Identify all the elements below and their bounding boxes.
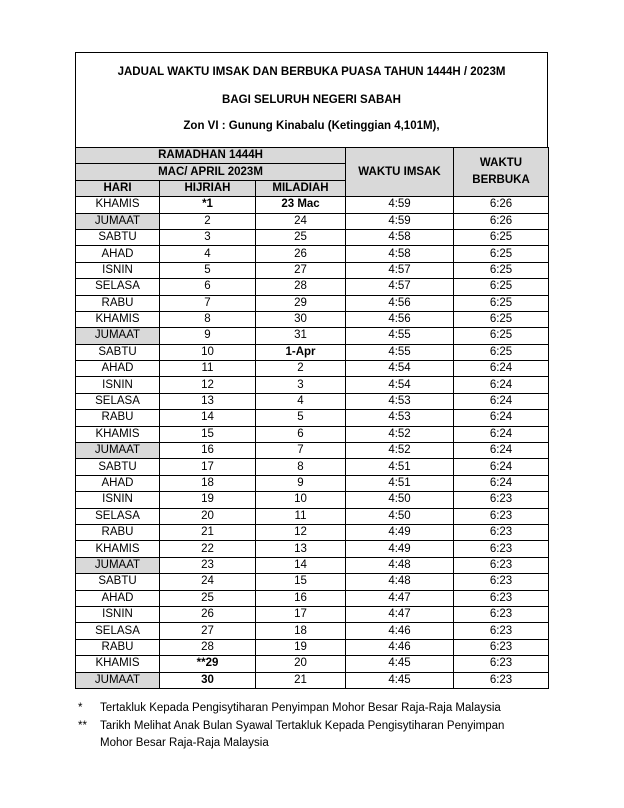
cell-imsak: 4:50 <box>346 492 454 508</box>
cell-hijriah: 26 <box>160 606 256 622</box>
cell-miladiah: 16 <box>256 590 346 606</box>
cell-hijriah: 4 <box>160 246 256 262</box>
cell-miladiah: 11 <box>256 508 346 524</box>
cell-miladiah: 9 <box>256 475 346 491</box>
cell-berbuka: 6:24 <box>454 361 549 377</box>
cell-hari: KHAMIS <box>76 656 160 672</box>
cell-berbuka: 6:23 <box>454 639 549 655</box>
table-row <box>76 361 549 377</box>
cell-imsak: 4:47 <box>346 606 454 622</box>
cell-berbuka: 6:24 <box>454 459 549 475</box>
footnotes <box>78 700 558 753</box>
cell-hijriah: 23 <box>160 557 256 573</box>
cell-imsak: 4:48 <box>346 574 454 590</box>
cell-hari: SABTU <box>76 344 160 360</box>
cell-miladiah: 1-Apr <box>256 344 346 360</box>
cell-imsak: 4:53 <box>346 393 454 409</box>
cell-berbuka: 6:26 <box>454 197 549 213</box>
cell-imsak: 4:58 <box>346 229 454 245</box>
header-ramadhan: RAMADHAN 1444H <box>76 148 346 164</box>
cell-hijriah: 3 <box>160 229 256 245</box>
cell-berbuka: 6:25 <box>454 262 549 278</box>
table-row <box>76 623 549 639</box>
cell-miladiah: 12 <box>256 524 346 540</box>
cell-berbuka: 6:24 <box>454 475 549 491</box>
header-waktu-imsak: WAKTU IMSAK <box>346 148 454 197</box>
cell-miladiah: 25 <box>256 229 346 245</box>
cell-miladiah: 30 <box>256 311 346 327</box>
cell-hari: SELASA <box>76 623 160 639</box>
cell-hijriah: 6 <box>160 279 256 295</box>
cell-berbuka: 6:23 <box>454 492 549 508</box>
cell-miladiah: 4 <box>256 393 346 409</box>
document-subtitle: BAGI SELURUH NEGERI SABAH <box>222 94 401 106</box>
footnote-text: Tertakluk Kepada Pengisytiharan Penyimpan Mohor Besar Raja-Raja Malaysia <box>100 702 501 714</box>
cell-hijriah: 17 <box>160 459 256 475</box>
footnote <box>78 718 558 753</box>
cell-miladiah: 15 <box>256 574 346 590</box>
cell-berbuka: 6:23 <box>454 508 549 524</box>
cell-imsak: 4:52 <box>346 443 454 459</box>
table-row <box>76 557 549 573</box>
table-row <box>76 311 549 327</box>
cell-hijriah: 9 <box>160 328 256 344</box>
cell-hijriah: 21 <box>160 524 256 540</box>
table-row <box>76 639 549 655</box>
cell-hari: RABU <box>76 410 160 426</box>
cell-hijriah: 27 <box>160 623 256 639</box>
header-waktu-berbuka: WAKTU BERBUKA <box>454 148 549 197</box>
cell-hari: JUMAAT <box>76 213 160 229</box>
cell-hari: KHAMIS <box>76 311 160 327</box>
cell-berbuka: 6:23 <box>454 623 549 639</box>
cell-miladiah: 18 <box>256 623 346 639</box>
cell-hijriah: 8 <box>160 311 256 327</box>
cell-imsak: 4:51 <box>346 475 454 491</box>
cell-imsak: 4:55 <box>346 328 454 344</box>
table-row <box>76 574 549 590</box>
cell-hari: SELASA <box>76 508 160 524</box>
cell-imsak: 4:59 <box>346 213 454 229</box>
cell-hijriah: 25 <box>160 590 256 606</box>
cell-hijriah: *1 <box>160 197 256 213</box>
cell-imsak: 4:54 <box>346 361 454 377</box>
table-row <box>76 262 549 278</box>
cell-hari: KHAMIS <box>76 541 160 557</box>
cell-miladiah: 8 <box>256 459 346 475</box>
cell-hari: KHAMIS <box>76 197 160 213</box>
table-row <box>76 508 549 524</box>
cell-imsak: 4:51 <box>346 459 454 475</box>
cell-imsak: 4:48 <box>346 557 454 573</box>
table-row <box>76 197 549 213</box>
cell-imsak: 4:55 <box>346 344 454 360</box>
table-row <box>76 492 549 508</box>
table-row <box>76 344 549 360</box>
cell-imsak: 4:56 <box>346 311 454 327</box>
cell-hijriah: 14 <box>160 410 256 426</box>
table-row <box>76 213 549 229</box>
table-row <box>76 459 549 475</box>
cell-hari: ISNIN <box>76 492 160 508</box>
cell-hijriah: 13 <box>160 393 256 409</box>
cell-miladiah: 29 <box>256 295 346 311</box>
cell-hijriah: 10 <box>160 344 256 360</box>
cell-imsak: 4:45 <box>346 656 454 672</box>
table-row <box>76 295 549 311</box>
cell-hijriah: 22 <box>160 541 256 557</box>
cell-imsak: 4:53 <box>346 410 454 426</box>
cell-berbuka: 6:24 <box>454 410 549 426</box>
cell-imsak: 4:46 <box>346 639 454 655</box>
cell-imsak: 4:57 <box>346 262 454 278</box>
cell-miladiah: 28 <box>256 279 346 295</box>
cell-hari: JUMAAT <box>76 557 160 573</box>
schedule-table <box>75 147 549 689</box>
cell-miladiah: 6 <box>256 426 346 442</box>
cell-hijriah: 16 <box>160 443 256 459</box>
cell-berbuka: 6:23 <box>454 656 549 672</box>
cell-miladiah: 17 <box>256 606 346 622</box>
table-row <box>76 475 549 491</box>
table-row <box>76 524 549 540</box>
header-hijriah: HIJRIAH <box>160 180 256 196</box>
cell-hijriah: 7 <box>160 295 256 311</box>
cell-hari: SABTU <box>76 574 160 590</box>
cell-hari: SELASA <box>76 279 160 295</box>
cell-hari: RABU <box>76 295 160 311</box>
cell-hari: AHAD <box>76 475 160 491</box>
table-row <box>76 393 549 409</box>
cell-hijriah: 5 <box>160 262 256 278</box>
cell-berbuka: 6:25 <box>454 295 549 311</box>
cell-imsak: 4:52 <box>346 426 454 442</box>
cell-hari: JUMAAT <box>76 328 160 344</box>
cell-berbuka: 6:24 <box>454 426 549 442</box>
cell-miladiah: 13 <box>256 541 346 557</box>
cell-hijriah: 30 <box>160 672 256 688</box>
cell-hari: AHAD <box>76 246 160 262</box>
cell-hijriah: 28 <box>160 639 256 655</box>
table-row <box>76 377 549 393</box>
cell-berbuka: 6:23 <box>454 574 549 590</box>
cell-miladiah: 21 <box>256 672 346 688</box>
cell-hari: AHAD <box>76 590 160 606</box>
document-title: JADUAL WAKTU IMSAK DAN BERBUKA PUASA TAHUN 1444H / 2023M <box>117 66 506 78</box>
cell-imsak: 4:49 <box>346 541 454 557</box>
cell-hijriah: 2 <box>160 213 256 229</box>
cell-berbuka: 6:23 <box>454 524 549 540</box>
cell-imsak: 4:49 <box>346 524 454 540</box>
cell-berbuka: 6:25 <box>454 229 549 245</box>
cell-miladiah: 5 <box>256 410 346 426</box>
title-box <box>75 52 548 147</box>
cell-hari: JUMAAT <box>76 443 160 459</box>
cell-berbuka: 6:25 <box>454 246 549 262</box>
table-row <box>76 410 549 426</box>
header-hari: HARI <box>76 180 160 196</box>
cell-miladiah: 7 <box>256 443 346 459</box>
cell-hijriah: 20 <box>160 508 256 524</box>
footnote-mark: ** <box>78 719 87 732</box>
footnote-mark: * <box>78 702 83 714</box>
table-row <box>76 246 549 262</box>
cell-imsak: 4:50 <box>346 508 454 524</box>
cell-imsak: 4:56 <box>346 295 454 311</box>
cell-miladiah: 26 <box>256 246 346 262</box>
cell-hari: RABU <box>76 524 160 540</box>
cell-imsak: 4:59 <box>346 197 454 213</box>
cell-miladiah: 10 <box>256 492 346 508</box>
cell-hari: RABU <box>76 639 160 655</box>
cell-miladiah: 20 <box>256 656 346 672</box>
cell-berbuka: 6:24 <box>454 393 549 409</box>
cell-hari: SABTU <box>76 229 160 245</box>
table-row <box>76 606 549 622</box>
cell-miladiah: 24 <box>256 213 346 229</box>
cell-hijriah: **29 <box>160 656 256 672</box>
zone-line: Zon VI : Gunung Kinabalu (Ketinggian 4,101M), <box>183 120 440 132</box>
cell-hijriah: 12 <box>160 377 256 393</box>
table-row <box>76 328 549 344</box>
cell-miladiah: 19 <box>256 639 346 655</box>
table-row <box>76 590 549 606</box>
cell-imsak: 4:57 <box>346 279 454 295</box>
cell-berbuka: 6:26 <box>454 213 549 229</box>
cell-berbuka: 6:25 <box>454 344 549 360</box>
cell-berbuka: 6:23 <box>454 672 549 688</box>
cell-hari: JUMAAT <box>76 672 160 688</box>
table-row <box>76 656 549 672</box>
cell-hari: ISNIN <box>76 606 160 622</box>
cell-berbuka: 6:25 <box>454 328 549 344</box>
header-mac-april: MAC/ APRIL 2023M <box>76 164 346 180</box>
cell-berbuka: 6:23 <box>454 606 549 622</box>
table-row <box>76 426 549 442</box>
cell-berbuka: 6:24 <box>454 443 549 459</box>
cell-hijriah: 24 <box>160 574 256 590</box>
cell-hijriah: 11 <box>160 361 256 377</box>
cell-berbuka: 6:23 <box>454 541 549 557</box>
footnote <box>78 700 558 718</box>
cell-imsak: 4:54 <box>346 377 454 393</box>
cell-miladiah: 23 Mac <box>256 197 346 213</box>
table-row <box>76 541 549 557</box>
cell-berbuka: 6:23 <box>454 557 549 573</box>
cell-imsak: 4:47 <box>346 590 454 606</box>
cell-miladiah: 27 <box>256 262 346 278</box>
cell-hijriah: 15 <box>160 426 256 442</box>
cell-miladiah: 2 <box>256 361 346 377</box>
table-row <box>76 229 549 245</box>
cell-hari: ISNIN <box>76 262 160 278</box>
cell-miladiah: 31 <box>256 328 346 344</box>
cell-hari: ISNIN <box>76 377 160 393</box>
cell-hari: SABTU <box>76 459 160 475</box>
cell-hari: AHAD <box>76 361 160 377</box>
cell-hijriah: 18 <box>160 475 256 491</box>
cell-berbuka: 6:24 <box>454 377 549 393</box>
cell-miladiah: 3 <box>256 377 346 393</box>
cell-imsak: 4:46 <box>346 623 454 639</box>
cell-berbuka: 6:23 <box>454 590 549 606</box>
cell-berbuka: 6:25 <box>454 311 549 327</box>
schedule-rows <box>76 197 549 689</box>
header-miladiah: MILADIAH <box>256 180 346 196</box>
table-row <box>76 672 549 688</box>
table-row <box>76 279 549 295</box>
cell-hijriah: 19 <box>160 492 256 508</box>
cell-imsak: 4:45 <box>346 672 454 688</box>
cell-hari: KHAMIS <box>76 426 160 442</box>
table-row <box>76 443 549 459</box>
cell-imsak: 4:58 <box>346 246 454 262</box>
cell-berbuka: 6:25 <box>454 279 549 295</box>
cell-miladiah: 14 <box>256 557 346 573</box>
cell-hari: SELASA <box>76 393 160 409</box>
footnote-text: Tarikh Melihat Anak Bulan Syawal Tertakluk Kepada Pengisytiharan Penyimpan Mohor Besar Raja-Raja Malaysia <box>100 719 505 749</box>
